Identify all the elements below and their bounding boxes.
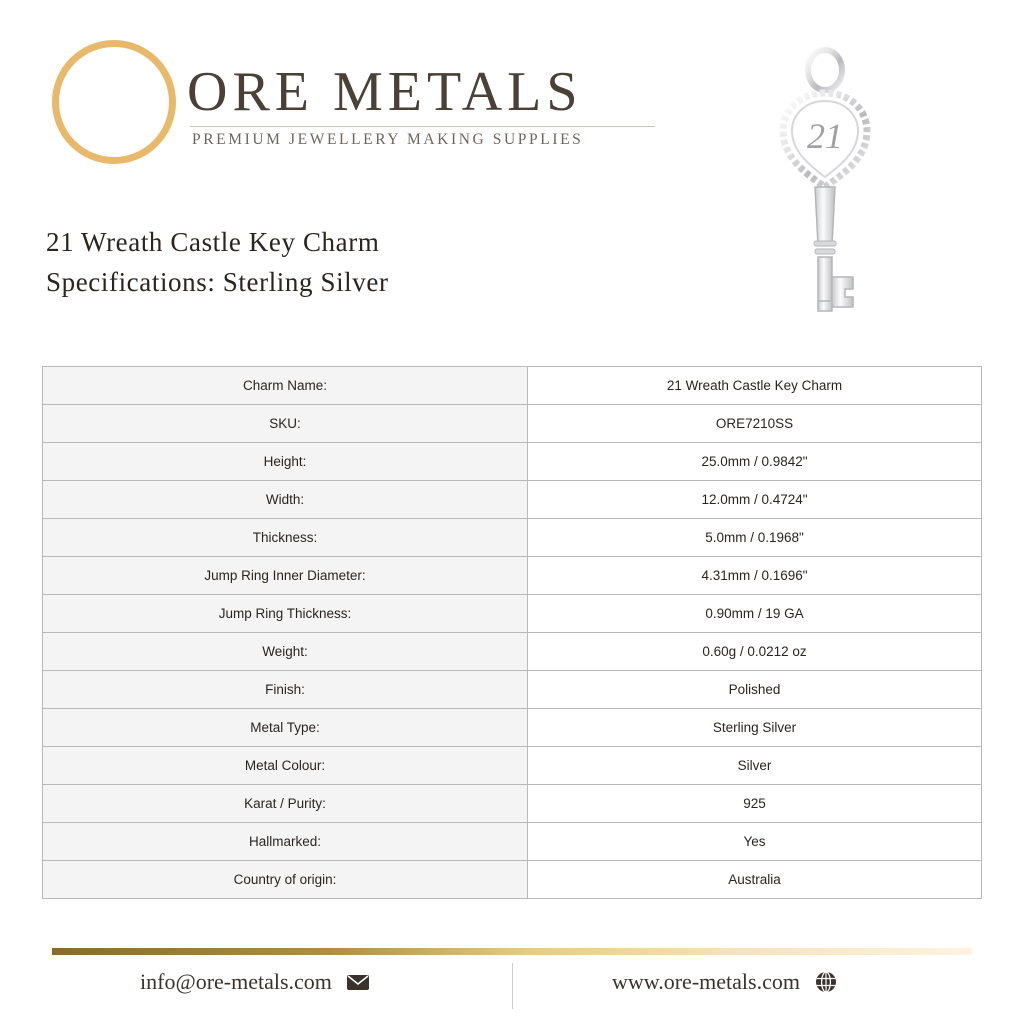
table-row <box>43 557 982 595</box>
table-row <box>43 443 982 481</box>
spec-label: Thickness: <box>43 519 528 557</box>
footer-website-text: www.ore-metals.com <box>612 969 800 994</box>
spec-value: Silver <box>528 747 982 785</box>
spec-value: Polished <box>528 671 982 709</box>
table-row <box>43 367 982 405</box>
globe-icon <box>814 970 838 994</box>
spec-table-body <box>43 367 982 899</box>
spec-value: 0.60g / 0.0212 oz <box>528 633 982 671</box>
spec-value: Sterling Silver <box>528 709 982 747</box>
logo-divider <box>190 126 655 127</box>
spec-label: Height: <box>43 443 528 481</box>
table-row <box>43 671 982 709</box>
brand-logo <box>52 36 652 176</box>
spec-value: ORE7210SS <box>528 405 982 443</box>
spec-label: Jump Ring Inner Diameter: <box>43 557 528 595</box>
table-row <box>43 861 982 899</box>
footer-website[interactable] <box>612 969 838 995</box>
spec-label: Charm Name: <box>43 367 528 405</box>
envelope-icon <box>346 970 370 994</box>
spec-label: Weight: <box>43 633 528 671</box>
brand-name: ORE METALS <box>187 61 583 123</box>
footer-divider <box>512 963 513 1009</box>
table-row <box>43 481 982 519</box>
spec-label: SKU: <box>43 405 528 443</box>
page-title <box>46 222 389 302</box>
spec-label: Country of origin: <box>43 861 528 899</box>
spec-value: Yes <box>528 823 982 861</box>
specifications-table <box>42 366 982 899</box>
footer-email[interactable] <box>140 969 370 995</box>
spec-value: 21 Wreath Castle Key Charm <box>528 367 982 405</box>
spec-value: 12.0mm / 0.4724" <box>528 481 982 519</box>
spec-label: Width: <box>43 481 528 519</box>
spec-value: 5.0mm / 0.1968" <box>528 519 982 557</box>
spec-label: Finish: <box>43 671 528 709</box>
table-row <box>43 595 982 633</box>
spec-label: Hallmarked: <box>43 823 528 861</box>
table-row <box>43 709 982 747</box>
spec-value: 0.90mm / 19 GA <box>528 595 982 633</box>
table-row <box>43 747 982 785</box>
svg-text:21: 21 <box>807 116 843 156</box>
product-subtitle: Specifications: Sterling Silver <box>46 267 389 297</box>
brand-tagline: PREMIUM JEWELLERY MAKING SUPPLIES <box>192 131 584 148</box>
document-header <box>0 0 1024 340</box>
table-row <box>43 823 982 861</box>
spec-label: Metal Type: <box>43 709 528 747</box>
product-title: 21 Wreath Castle Key Charm <box>46 227 380 257</box>
table-row <box>43 633 982 671</box>
spec-value: 4.31mm / 0.1696" <box>528 557 982 595</box>
spec-label: Jump Ring Thickness: <box>43 595 528 633</box>
table-row <box>43 785 982 823</box>
spec-value: 25.0mm / 0.9842" <box>528 443 982 481</box>
product-photo <box>735 45 915 335</box>
spec-label: Metal Colour: <box>43 747 528 785</box>
document-footer <box>0 955 1024 1024</box>
footer-gradient-rule <box>52 948 972 955</box>
spec-value: 925 <box>528 785 982 823</box>
spec-label: Karat / Purity: <box>43 785 528 823</box>
footer-email-text: info@ore-metals.com <box>140 969 332 994</box>
spec-value: Australia <box>528 861 982 899</box>
circle-ring-logo-icon <box>52 40 176 164</box>
table-row <box>43 405 982 443</box>
table-row <box>43 519 982 557</box>
